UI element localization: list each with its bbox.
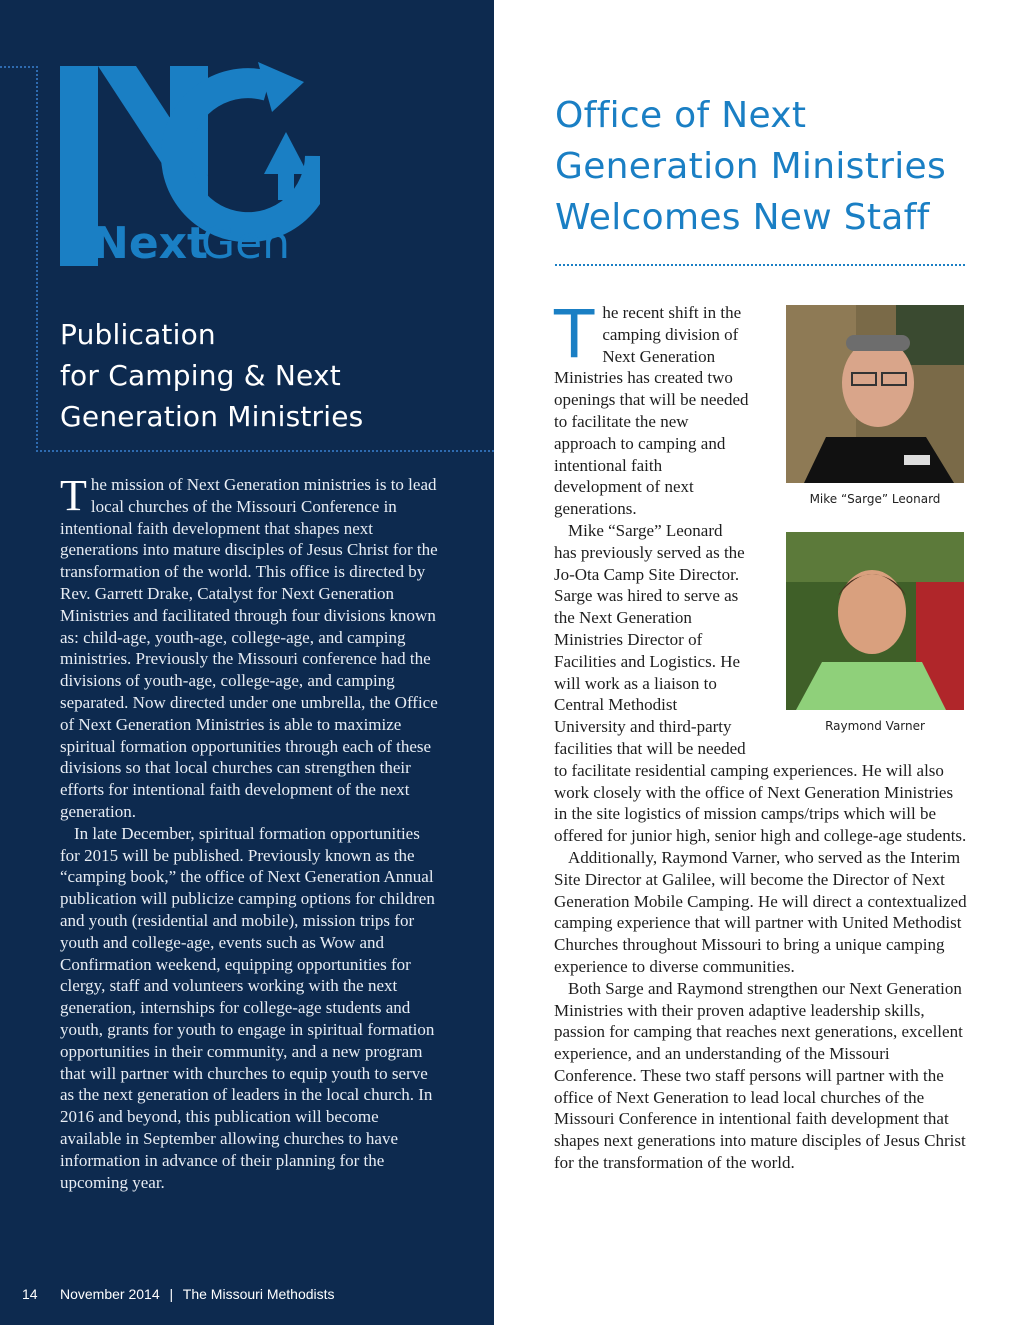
publication-title-line: for Camping & Next — [60, 359, 341, 392]
headline-line: Generation Ministries — [555, 146, 947, 187]
logo-text-gen: Gen — [201, 218, 291, 269]
left-paragraph: In late December, spiritual formation opportunities for 2015 will be published. Previously known as the “camping book,” the office of Next Generation Annual publication will publicize camping options for children and youth (residential and mobile), mission trips for youth and college-age, events such as Wow and Confirmation weekend, equipping opportunities for clergy, staff and volunteers working with the next generation, internships for college-age students and youth, grants for youth to engage in spiritual formation opportunities in their community, and a new program that will partner with churches to equip youth to serve as the next generation of leaders in the local church. In 2016 and beyond, this publication will become available in September allowing churches to have information in advance of their planning for the upcoming year. — [60, 823, 435, 1192]
headline-line: Welcomes New Staff — [555, 197, 930, 238]
right-paragraph: Both Sarge and Raymond strengthen our Next Generation Ministries with their proven adaptive leadership skills, passion for camping that reaches next generations, excellent experience, and an understanding of the Missouri Conference. These two staff persons will partner with the office of Next Generation to lead local churches of the Missouri Conference in intentional faith development that shapes next generations into mature disciples of Jesus Christ for the transformation of the world. — [554, 978, 966, 1173]
publication-title-line: Generation Ministries — [60, 400, 364, 433]
headline-line: Office of Next — [555, 95, 807, 136]
right-paragraph: Mike “Sarge” Leonard has previously served as the Jo-Ota Camp Site Director. Sarge was hired to serve as the Next Generation Ministries Director of Facilities and Logistics. He will work as a liaison to Central Methodist University and third-party facilities that will be needed to facilitate residential camping experiences. He will also work closely with the office of Next Generation Ministries in the site logistics of mission camps/trips which will be offered for junior high, senior high and college-age students. — [554, 520, 967, 846]
footer-publication-name: The Missouri Methodists — [182, 1286, 335, 1302]
paragraph-text: he recent shift in the camping division of Next Generation Ministries has created two openings that will be needed to facilitate the new approach to camping and intentional faith development of next generations. — [554, 303, 749, 519]
logo-text-next: Next — [92, 218, 209, 269]
footer-separator: | — [169, 1286, 174, 1302]
right-article-body — [554, 296, 969, 1174]
publication-title — [60, 314, 460, 437]
footer-issue-date: November 2014 — [60, 1286, 160, 1302]
article-headline — [555, 90, 975, 243]
drop-cap: T — [554, 296, 595, 373]
right-paragraph: Additionally, Raymond Varner, who served as the Interim Site Director at Galilee, will become the Director of Next Generation Mobile Camping. He will direct a contextualized camping experience that will partner with United Methodist Churches throughout Missouri to bring a unique camping experience to diverse communities. — [554, 847, 967, 976]
left-article-body — [60, 471, 438, 1193]
photo-caption: Raymond Varner — [825, 719, 925, 733]
dotted-frame-bottom — [36, 450, 494, 452]
photo-float-spacer — [749, 302, 969, 748]
photo-caption: Mike “Sarge” Leonard — [809, 492, 941, 506]
dotted-frame-left — [36, 66, 38, 452]
dotted-frame-top — [0, 66, 38, 68]
nextgen-logo — [58, 58, 320, 272]
left-paragraph — [60, 471, 438, 823]
left-panel — [0, 0, 494, 1325]
drop-cap: T — [60, 471, 87, 520]
dotted-divider — [555, 264, 965, 266]
publication-title-line: Publication — [60, 318, 216, 351]
footer-issue-line — [60, 1286, 335, 1302]
paragraph-text: he mission of Next Generation ministries is to lead local churches of the Missouri Conference in intentional faith development that shapes next generations into mature disciples of Jesus Christ for the transformation of the world. This office is directed by Rev. Garrett Drake, Catalyst for Next Generation Ministries and facilitated through four divisions known as: child-age, youth-age, college-age, and camping ministries. Previously the Missouri conference had the divisions of youth-age, college-age, and camping separated. Now directed under one umbrella, the Office of Next Generation Ministries is able to maximize spiritual formation opportunities through each of these divisions so that local churches can strengthen their efforts for intentional faith development of the next generation. — [60, 475, 438, 821]
page-number: 14 — [22, 1286, 38, 1302]
